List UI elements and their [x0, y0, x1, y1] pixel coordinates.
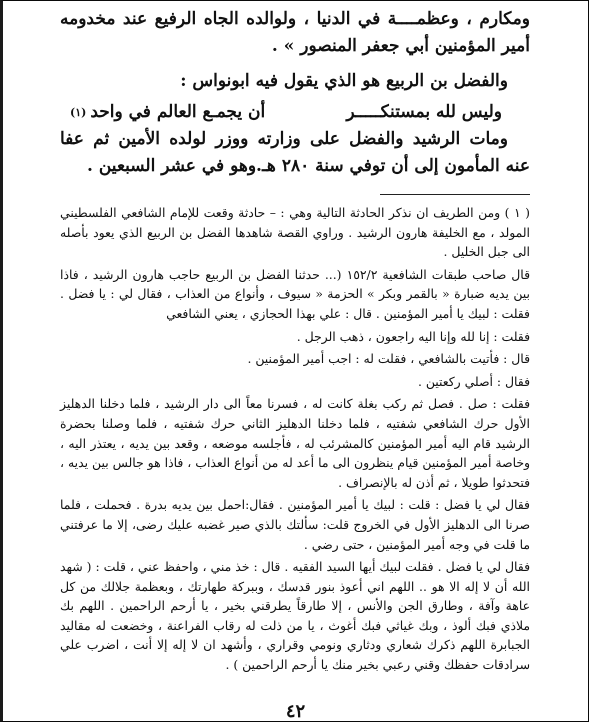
document-page: [60, 6, 530, 721]
footnote-paragraph: فقلت : صل . فصل ثم ركب بغلة كانت له ، فسرنا معاً الى دار الرشيد ، فلما دخلنا الدهليز الأول حرك الشافعي شفتيه ، فلما دخلنا الدهليز الثاني حرك شفتيه ، فلما وصلنا بحضرة الرشيد قام اليه أمير المؤمنين كالمشرئب له ، فأجلسه موضعه ، وقعد بين يديه ، يعتذر اليه ، وخاصة أمير المؤمنين قيام ينظرون الى ما أعد له من أنواع العذاب ، فاذا هو جالس بين يديه ، فتحدثوا طويلا ، ثم أذن له بالإنصراف .: [60, 396, 530, 490]
main-text: [60, 6, 530, 180]
footnote-paragraph: فقال لي يا فضل . فقلت لبيك أيها السيد الفقيه . قال : خذ مني ، واحفظ عني ، قلت : ( شهد الله أن لا إله الا هو .. اللهم اني أعوذ بنور قدسك ، وببركة طهارتك ، وبعظمة جلالك من كل عاهة وآفة ، وطارق الجن والأنس ، إلا طارقاً يطرقني بخير ، يا أرحم الراحمين . اللهم بك ملاذي فبك ألوذ ، وبك غياثي فبك أغوث ، يا من ذلت له رقاب الفراعنة ، وخضعت له مقاليد الجبابرة اللهم ذكرك شعاري ودثاري ونومي وقراري ، وأشهد ان لا إله إلا أنت ، اضرب علي سرادقات حفظك وقني رعبي بخير منك يا أرحم الراحمين ) .: [60, 559, 530, 673]
footnote-paragraph: قال صاحب طبقات الشافعية ١٥٢/٢ (... حدثنا الفضل بن الربيع حاجب هارون الرشيد ، فاذا بين يديه ضبارة « بالقمر وبكر » الحزمة « سيوف ، وأنواع من العذاب ، فقال لي : يا فضل . فقلت : لبيك يا أمير المؤمنين . قال : علي بهذا الحجازي ، يعني الشافعي: [60, 266, 531, 321]
footnote-paragraph: فقال لي يا فضل : قلت : لبيك يا أمير المؤمنين . فقال:احمل بين يديه بدرة . فحملت ، فلما صرنا الى الدهليز الأول في الخروج قلت: سألتك بالذي صير غضبه عليك رضى، إلا ما عرفتني ما قلت في وجه أمير المؤمنين ، حتى رضي .: [60, 497, 530, 552]
footnote-paragraph: قال : فأتيت بالشافعي ، فقلت له : اجب أمير المؤمنين .: [247, 351, 530, 367]
verse-hemistich-2: أن يجمـع العالم في واحد: [90, 102, 266, 122]
footnote-section: [60, 203, 530, 675]
footnote-divider: [380, 194, 530, 195]
footnote-reference: (١): [70, 106, 87, 119]
poem-verse: [60, 99, 530, 126]
verse-hemistich-1: وليس لله بمستنكـــــر: [346, 102, 502, 122]
footnote-paragraph: فقلت : إنا لله وإنا اليه راجعون ، ذهب الرجل .: [296, 328, 530, 344]
main-paragraph-3: ومات الرشيد والفضل على وزارته ووزر لولده الأمين ثم عفا عنه المأمون إلى أن توفي سنة ٢٨٠ هـ.وهو في عشر السبعين .: [60, 129, 530, 176]
main-paragraph-2: والفضل بن الربيع هو الذي يقول فيه ابونواس :: [180, 71, 508, 91]
main-paragraph-1: ومكارم ، وعظمــــة في الدنيا ، ولوالده الجاه الرفيع عند مخدومه أمير المؤمنين أبي جعفر المنصور » .: [60, 9, 530, 56]
footnote-paragraph: فقال : أصلي ركعتين .: [418, 373, 530, 389]
footnote-paragraph: ( ١ ) ومن الطريف ان نذكر الحادثة التالية وهي : – حادثة وقعت للإمام الشافعي الفلسطيني المولد ، مع الخليفة هارون الرشيد . وراوي القصة شاهدها الفضل بن الربيع الذي يعود بأصله الى جبل الخليل .: [60, 205, 530, 260]
verse-hemistich-2-wrap: [70, 99, 265, 126]
page-number: ٤٢: [285, 701, 306, 722]
